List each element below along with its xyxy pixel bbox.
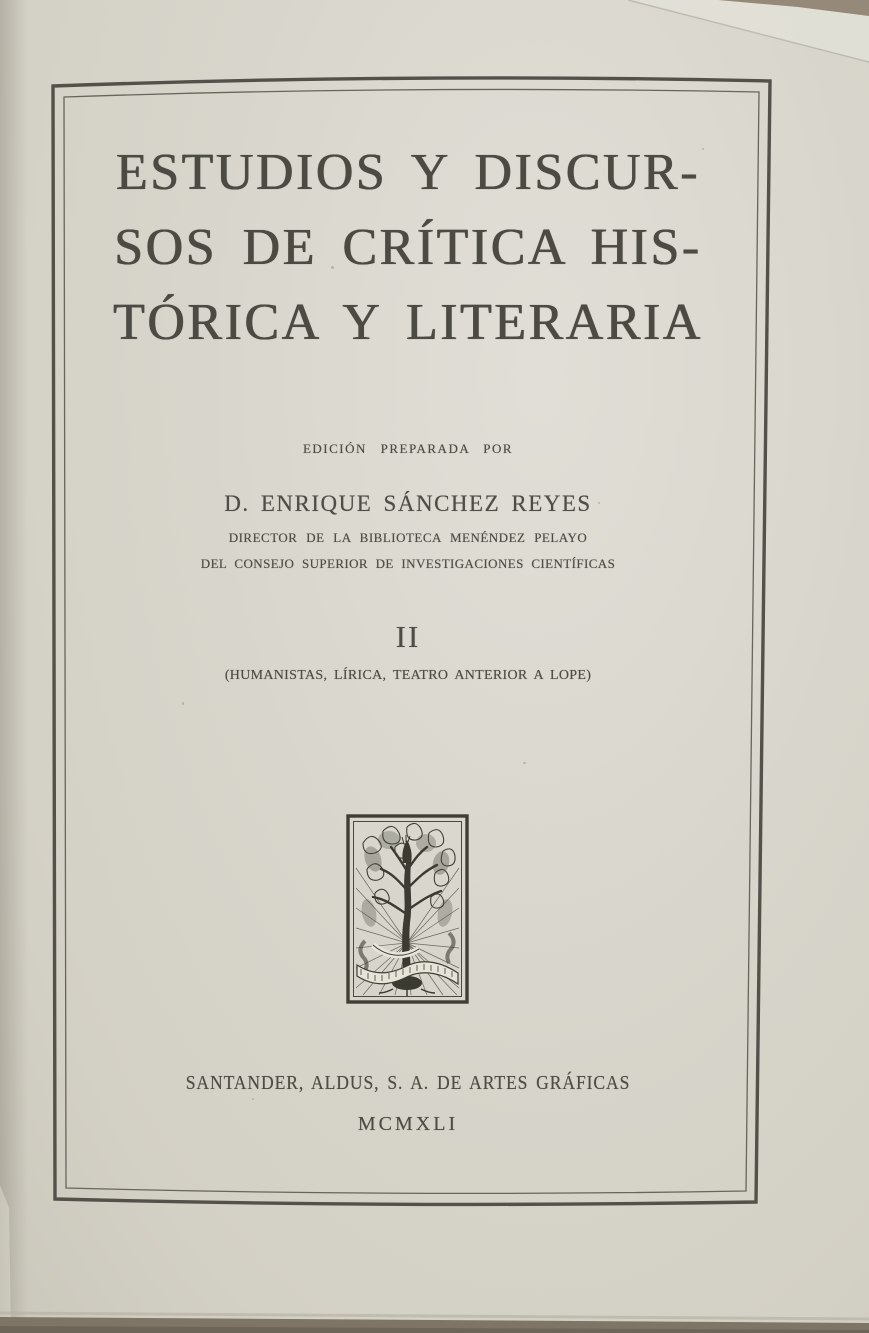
editor-name: D. ENRIQUE SÁNCHEZ REYES bbox=[224, 491, 592, 516]
year-roman-numeral: MCMXLI bbox=[357, 1113, 459, 1135]
book-title bbox=[55, 135, 761, 360]
title-line-1: ESTUDIOS Y DISCUR- bbox=[115, 144, 701, 201]
paper-speck bbox=[252, 1098, 254, 1100]
backdrop-bottom bbox=[0, 1317, 869, 1333]
paper-speck bbox=[523, 762, 526, 764]
editor-title-line-1: DIRECTOR DE LA BIBLIOTECA MENÉNDEZ PELAYO bbox=[228, 530, 588, 545]
title-line-2: SOS DE CRÍTICA HIS- bbox=[114, 219, 702, 276]
imprint-line: SANTANDER, ALDUS, S. A. DE ARTES GRÁFICAS bbox=[185, 1072, 631, 1094]
paper-speck bbox=[182, 702, 184, 705]
editor-title-line-2: DEL CONSEJO SUPERIOR DE INVESTIGACIONES CIENTÍFICAS bbox=[200, 556, 616, 571]
backdrop-top-right bbox=[718, 0, 869, 16]
volume-contents: (HUMANISTAS, LÍRICA, TEATRO ANTERIOR A LOPE) bbox=[224, 668, 592, 683]
printer-mark-emblem bbox=[345, 813, 470, 1005]
page-left-shadow bbox=[0, 0, 28, 1333]
folded-corner-highlight bbox=[628, 0, 869, 62]
edition-note: EDICIÓN PREPARADA POR bbox=[302, 441, 514, 456]
volume-number: II bbox=[395, 619, 421, 654]
title-line-3: TÓRICA Y LITERARIA bbox=[113, 294, 703, 351]
